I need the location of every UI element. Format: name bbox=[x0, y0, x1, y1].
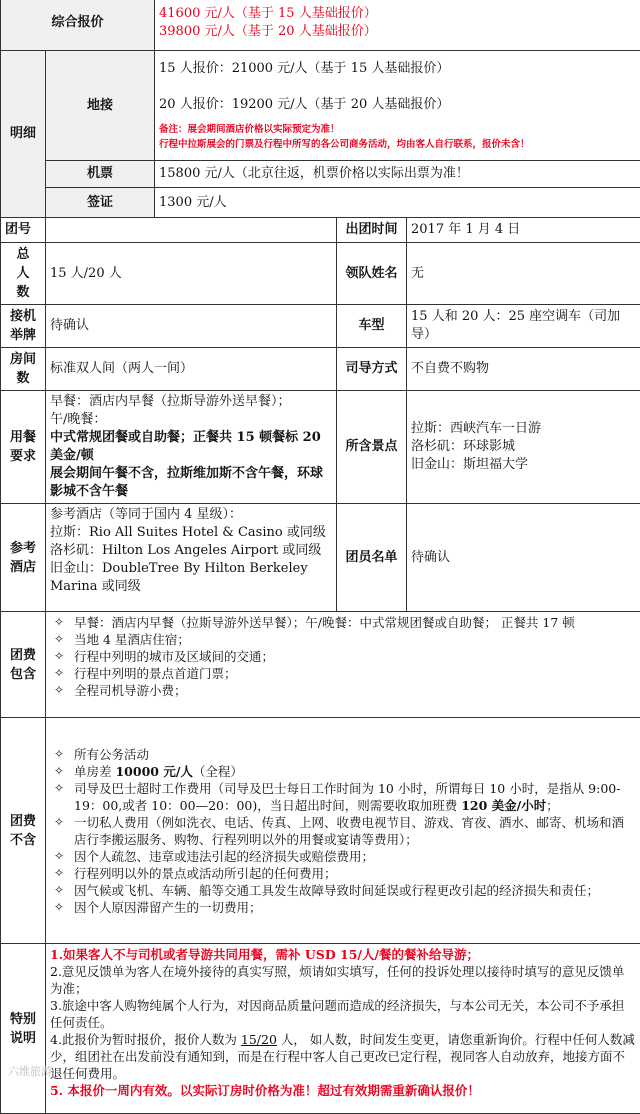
diamond-bullet-icon: ✧ bbox=[54, 648, 64, 665]
ground-price-15: 15 人报价：21000 元/人（基于 15 人基础报价） bbox=[159, 60, 636, 78]
hotel-sf: 旧金山：DoubleTree By Hilton Berkeley Marina 或同级 bbox=[50, 560, 332, 596]
exclude-list-cell bbox=[46, 718, 640, 944]
diamond-bullet-icon: ✧ bbox=[54, 665, 64, 682]
leader-label: 领队姓名 bbox=[337, 243, 407, 305]
diamond-bullet-icon: ✧ bbox=[54, 763, 64, 780]
ground-note-1: 备注：展会期间酒店价格以实际预定为准！ bbox=[159, 122, 636, 137]
car-label: 车型 bbox=[337, 305, 407, 348]
remarks-list bbox=[50, 946, 636, 1099]
spot-item: 拉斯：西峡汽车一日游 bbox=[411, 420, 636, 438]
visa-label: 签证 bbox=[46, 188, 155, 218]
list-item: ✧ 一切私人费用（例如洗衣、电话、传真、上网、收费电视节目、游戏、宵夜、酒水、邮寄、机场和酒店行李搬运服务、购物、行程列明以外的用餐或宴请等费用）； bbox=[50, 814, 636, 848]
room-value: 标准双人间（两人一间） bbox=[46, 348, 337, 391]
spots-label: 所含景点 bbox=[337, 391, 407, 504]
remarks-label: 特别 说明 bbox=[1, 944, 46, 1114]
list-item: ✧ 行程中列明的景点首道门票； bbox=[50, 665, 636, 682]
spots-values bbox=[407, 391, 640, 504]
people-value: 15 人/20 人 bbox=[46, 243, 337, 305]
hotel-las: 拉斯：Rio All Suites Hotel & Casino 或同级 bbox=[50, 524, 332, 542]
diamond-bullet-icon: ✧ bbox=[54, 848, 64, 865]
list-item: ✧ 行程中列明的城市及区域间的交通； bbox=[50, 648, 636, 665]
watermark-text: 六维旅游 bbox=[8, 1063, 52, 1079]
quote-line-15: 41600 元/人（基于 15 人基础报价） bbox=[159, 5, 636, 23]
group-no-label: 团号 bbox=[1, 218, 46, 243]
meal-exclusions: 展会期间午餐不含，拉斯维加斯不含午餐，环球影城不含午餐 bbox=[50, 465, 332, 501]
meal-standard: 中式常规团餐或自助餐；正餐共 15 顿餐标 20 美金/顿 bbox=[50, 429, 332, 465]
list-item: ✧ 所有公务活动 bbox=[50, 746, 636, 763]
diamond-bullet-icon: ✧ bbox=[54, 614, 64, 631]
spot-item: 洛杉矶：环球影城 bbox=[411, 438, 636, 456]
ground-note-2: 行程中拉斯展会的门票及行程中所写的各公司商务活动，均由客人自行联系，报价未含！ bbox=[159, 137, 636, 152]
members-label: 团员名单 bbox=[337, 504, 407, 612]
quote-values bbox=[155, 0, 640, 51]
list-item: ✧ 因个人疏忽、违章或违法引起的经济损失或赔偿费用； bbox=[50, 848, 636, 865]
depart-date-label: 出团时间 bbox=[337, 218, 407, 243]
guide-label: 司导方式 bbox=[337, 348, 407, 391]
meal-label: 用餐 要求 bbox=[1, 391, 46, 504]
ground-label: 地接 bbox=[46, 51, 155, 161]
diamond-bullet-icon: ✧ bbox=[54, 682, 64, 699]
list-item: 3.旅途中客人购物纯属个人行为，对因商品质量问题而造成的经济损失，与本公司无关，本公司不予承担任何责任。 bbox=[50, 997, 636, 1031]
air-label: 机票 bbox=[46, 161, 155, 188]
diamond-bullet-icon: ✧ bbox=[54, 746, 64, 763]
meal-values bbox=[46, 391, 337, 504]
include-list bbox=[50, 614, 636, 699]
pickup-value: 待确认 bbox=[46, 305, 337, 348]
include-list-cell bbox=[46, 612, 640, 718]
diamond-bullet-icon: ✧ bbox=[54, 631, 64, 648]
list-item: ✧ 行程列明以外的景点或活动所引起的任何费用； bbox=[50, 865, 636, 882]
leader-value: 无 bbox=[407, 243, 640, 305]
meal-breakfast: 早餐：酒店内早餐（拉斯导游外送早餐）； bbox=[50, 393, 332, 411]
air-value: 15800 元/人（北京往返，机票价格以实际出票为准！ bbox=[155, 161, 640, 188]
meal-lunch-dinner: 午/晚餐： bbox=[50, 411, 332, 429]
diamond-bullet-icon: ✧ bbox=[54, 865, 64, 882]
depart-date-value: 2017 年 1 月 4 日 bbox=[407, 218, 640, 243]
members-value: 待确认 bbox=[407, 504, 640, 612]
quote-line-20: 39800 元/人（基于 20 人基础报价） bbox=[159, 23, 636, 41]
detail-label: 明细 bbox=[1, 51, 46, 218]
diamond-bullet-icon: ✧ bbox=[54, 882, 64, 899]
diamond-bullet-icon: ✧ bbox=[54, 780, 64, 797]
quote-label: 综合报价 bbox=[1, 0, 155, 51]
group-no-value bbox=[46, 218, 337, 243]
include-label: 团费 包含 bbox=[1, 612, 46, 718]
list-item: ✧ 单房差 10000 元/人（全程） bbox=[50, 763, 636, 780]
diamond-bullet-icon: ✧ bbox=[54, 899, 64, 916]
list-item: ✧ 当地 4 星酒店住宿； bbox=[50, 631, 636, 648]
list-item: ✧ 因个人原因滞留产生的一切费用； bbox=[50, 899, 636, 916]
visa-value: 1300 元/人 bbox=[155, 188, 640, 218]
guide-value: 不自费不购物 bbox=[407, 348, 640, 391]
room-label: 房间 数 bbox=[1, 348, 46, 391]
exclude-list bbox=[50, 746, 636, 916]
remarks-cell bbox=[46, 944, 640, 1114]
ground-values bbox=[155, 51, 640, 161]
spot-item: 旧金山：斯坦福大学 bbox=[411, 456, 636, 474]
list-item: ✧ 因气候或飞机、车辆、船等交通工具发生故障导致时间延误或行程更改引起的经济损失和责任； bbox=[50, 882, 636, 899]
list-item: 1.如果客人不与司机或者导游共同用餐，需补 USD 15/人/餐的餐补给导游； bbox=[50, 946, 636, 963]
list-item: ✧ 司导及巴士超时工作费用（司导及巴士每日工作时间为 10 小时，所谓每日 10 小时，是指从 9:00-19：00,或者 10：00—20：00)，当日超出时间，则需要收取加班费 120 美金/小时； bbox=[50, 780, 636, 814]
car-value: 15 人和 20 人：25 座空调车（司加导） bbox=[407, 305, 640, 348]
diamond-bullet-icon: ✧ bbox=[54, 814, 64, 831]
list-item: 2.意见反馈单为客人在境外接待的真实写照，烦请如实填写，任何的投诉处理以接待时填写的意见反馈单为准； bbox=[50, 963, 636, 997]
hotel-label: 参考 酒店 bbox=[1, 504, 46, 612]
hotel-values bbox=[46, 504, 337, 612]
ground-price-20: 20 人报价：19200 元/人（基于 20 人基础报价） bbox=[159, 96, 636, 114]
list-item: ✧ 全程司机导游小费； bbox=[50, 682, 636, 699]
people-label: 总 人 数 bbox=[1, 243, 46, 305]
hotel-level: 参考酒店（等同于国内 4 星级）： bbox=[50, 506, 332, 524]
pickup-label: 接机 举牌 bbox=[1, 305, 46, 348]
exclude-label: 团费 不含 bbox=[1, 718, 46, 944]
hotel-la: 洛杉矶：Hilton Los Angeles Airport 或同级 bbox=[50, 542, 332, 560]
list-item: ✧ 早餐：酒店内早餐（拉斯导游外送早餐）；午/晚餐：中式常规团餐或自助餐； 正餐共 17 顿 bbox=[50, 614, 636, 631]
list-item: 5. 本报价一周内有效。以实际订房时价格为准！超过有效期需重新确认报价！ bbox=[50, 1082, 636, 1099]
list-item: 4.此报价为暂时报价，报价人数为 15/20 人， 如人数，时间发生变更，请您重新询价。行程中任何人数减少，组团社在出发前没有通知到，而是在行程中客人自己更改已定行程，视同客人自动放弃，地接方面不退任何费用。 bbox=[50, 1031, 636, 1082]
